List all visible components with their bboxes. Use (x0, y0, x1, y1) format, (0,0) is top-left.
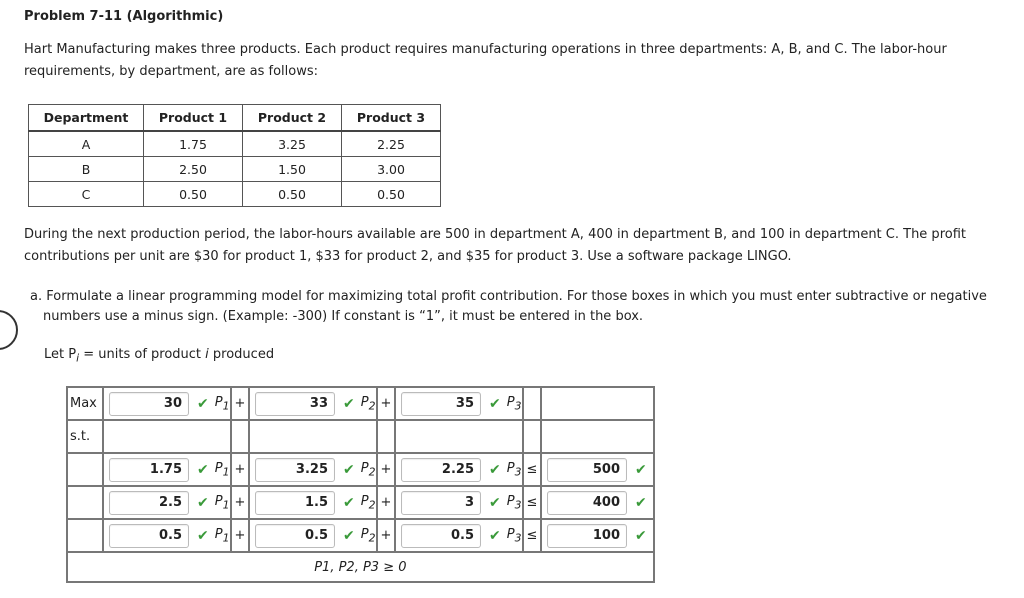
plus-sign: + (377, 387, 395, 420)
intro-text: Hart Manufacturing makes three products. Each product requires manufacturing operations in three departments: A, B, and C. The labor-hour requirements, by department, are as follows: (24, 42, 947, 79)
coefficient-input[interactable]: 1.5 (255, 491, 335, 515)
problem-title: Problem 7-11 (Algorithmic) (24, 9, 224, 24)
cell: 1.75 (144, 131, 243, 157)
plus-sign: + (231, 453, 249, 486)
plus-sign: + (377, 519, 395, 552)
var-label: $P_1$ (214, 460, 230, 479)
check-icon: ✔ (343, 461, 355, 478)
part-indicator-circle (0, 310, 18, 350)
check-icon: ✔ (343, 395, 355, 412)
max-label: Max (67, 387, 103, 420)
check-icon: ✔ (489, 494, 501, 511)
let-sub: i (76, 351, 80, 365)
col-header: Product 2 (243, 105, 342, 132)
check-icon: ✔ (343, 527, 355, 544)
cell: 0.50 (144, 182, 243, 207)
var-label: $P_2$ (360, 526, 376, 545)
var-label: $P_3$ (506, 460, 522, 479)
plus-sign: + (231, 519, 249, 552)
var-label: $P_1$ (214, 526, 230, 545)
col-header: Product 1 (144, 105, 243, 132)
production-text: During the next production period, the labor-hours available are 500 in department A, 400 in department B, and 100 in department C. The profit contributions per unit are $30 for product 1, $33 for product 2, and $35 for product 3. Use a software package LINGO. (24, 227, 966, 264)
coefficient-input[interactable]: 2.25 (401, 458, 481, 482)
plus-sign: + (231, 387, 249, 420)
table-header-row (29, 105, 441, 132)
cell: C (29, 182, 144, 207)
rhs-input[interactable]: 400 (547, 491, 627, 515)
check-icon: ✔ (635, 494, 647, 511)
let-end: produced (208, 347, 275, 362)
check-icon: ✔ (197, 395, 209, 412)
check-icon: ✔ (197, 527, 209, 544)
check-icon: ✔ (489, 395, 501, 412)
lp-model-table (66, 386, 655, 583)
var-label: $P_2$ (360, 460, 376, 479)
table-row (29, 182, 441, 207)
cell: A (29, 131, 144, 157)
let-i: i (205, 347, 209, 362)
part-a-text: a. Formulate a linear programming model for maximizing total profit contribution. For those boxes in which you must enter subtractive or negative numbers use a minus sign. (Example: -300) If constant is “1”, it must be entered in the box. (30, 289, 987, 324)
st-row (67, 420, 654, 453)
st-label: s.t. (67, 420, 103, 453)
nonnegativity: P1, P2, P3 ≥ 0 (67, 552, 654, 582)
cell: 0.50 (342, 182, 441, 207)
rhs-input[interactable]: 500 (547, 458, 627, 482)
leq-sign: ≤ (523, 519, 541, 552)
plus-sign: + (377, 453, 395, 486)
var-label: $P_3$ (506, 493, 522, 512)
leq-sign: ≤ (523, 486, 541, 519)
check-icon: ✔ (489, 461, 501, 478)
var-label: $P_2$ (360, 394, 376, 413)
coefficient-input[interactable]: 0.5 (255, 524, 335, 548)
cell: 2.50 (144, 157, 243, 182)
cell: B (29, 157, 144, 182)
col-header: Department (29, 105, 144, 132)
var-label: $P_1$ (214, 394, 230, 413)
coefficient-input[interactable]: 0.5 (109, 524, 189, 548)
var-label: $P_3$ (506, 394, 522, 413)
table-row (29, 131, 441, 157)
leq-sign: ≤ (523, 453, 541, 486)
table-row (29, 157, 441, 182)
constraint-row (67, 519, 654, 552)
objective-row (67, 387, 654, 420)
coefficient-input[interactable]: 1.75 (109, 458, 189, 482)
cell: 2.25 (342, 131, 441, 157)
constraint-row (67, 453, 654, 486)
constraint-row (67, 486, 654, 519)
labor-hours-table (28, 104, 441, 207)
plus-sign: + (377, 486, 395, 519)
cell: 1.50 (243, 157, 342, 182)
coefficient-input[interactable]: 33 (255, 392, 335, 416)
coefficient-input[interactable]: 2.5 (109, 491, 189, 515)
check-icon: ✔ (197, 494, 209, 511)
coefficient-input[interactable]: 3.25 (255, 458, 335, 482)
var-label: $P_2$ (360, 493, 376, 512)
col-header: Product 3 (342, 105, 441, 132)
check-icon: ✔ (197, 461, 209, 478)
coefficient-input[interactable]: 35 (401, 392, 481, 416)
check-icon: ✔ (635, 527, 647, 544)
plus-sign: + (231, 486, 249, 519)
let-rest: = units of product (79, 347, 206, 362)
var-label: $P_1$ (214, 493, 230, 512)
check-icon: ✔ (635, 461, 647, 478)
coefficient-input[interactable]: 3 (401, 491, 481, 515)
let-statement (44, 347, 274, 365)
check-icon: ✔ (489, 527, 501, 544)
rhs-input[interactable]: 100 (547, 524, 627, 548)
cell: 0.50 (243, 182, 342, 207)
let-text: Let P (44, 347, 77, 362)
cell: 3.00 (342, 157, 441, 182)
check-icon: ✔ (343, 494, 355, 511)
var-label: $P_3$ (506, 526, 522, 545)
coefficient-input[interactable]: 30 (109, 392, 189, 416)
cell: 3.25 (243, 131, 342, 157)
coefficient-input[interactable]: 0.5 (401, 524, 481, 548)
